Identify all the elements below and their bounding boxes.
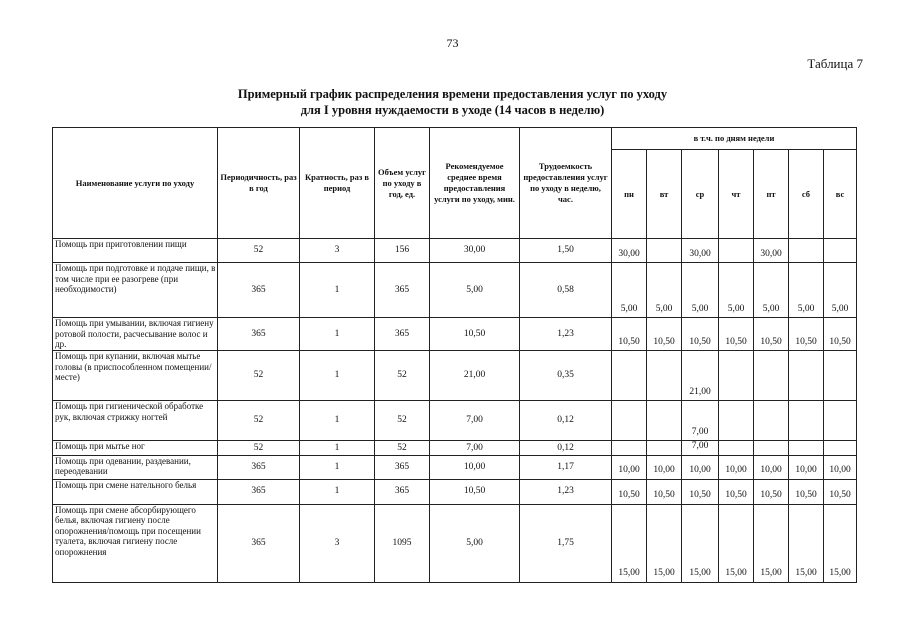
cell-day-0: 10,50: [612, 318, 647, 351]
cell-labor: 1,50: [520, 239, 612, 263]
header-multiplicity: Кратность, раз в период: [300, 128, 375, 239]
cell-volume: 365: [375, 479, 430, 504]
table-row: [53, 351, 857, 401]
cell-day-3: 15,00: [719, 504, 754, 582]
cell-day-1: 15,00: [647, 504, 682, 582]
cell-periodicity: 52: [218, 401, 300, 441]
service-name: Помощь при умывании, включая гигиену ротовой полости, расчесывание волос и др.: [53, 318, 218, 351]
cell-day-6: 10,00: [824, 455, 857, 479]
cell-avg-time: 10,50: [430, 318, 520, 351]
cell-multiplicity: 1: [300, 455, 375, 479]
header-day: вс: [824, 150, 857, 239]
table-row: [53, 401, 857, 441]
cell-day-5: 5,00: [789, 263, 824, 318]
cell-avg-time: 10,50: [430, 479, 520, 504]
service-name: Помощь при гигиенической обработке рук, включая стрижку ногтей: [53, 401, 218, 441]
cell-day-3: [719, 351, 754, 401]
title-line-2: для I уровня нуждаемости в уходе (14 часов в неделю): [300, 103, 605, 117]
cell-day-6: 10,50: [824, 479, 857, 504]
table-row: [53, 239, 857, 263]
table-row: [53, 455, 857, 479]
cell-multiplicity: 1: [300, 263, 375, 318]
cell-labor: 0,58: [520, 263, 612, 318]
cell-day-0: 30,00: [612, 239, 647, 263]
cell-day-1: 10,00: [647, 455, 682, 479]
header-avg-time: Рекомендуемое среднее время предоставления услуги по уходу, мин.: [430, 128, 520, 239]
cell-day-5: [789, 401, 824, 441]
cell-day-3: 10,00: [719, 455, 754, 479]
cell-day-6: 5,00: [824, 263, 857, 318]
header-day: пт: [754, 150, 789, 239]
cell-periodicity: 365: [218, 455, 300, 479]
cell-periodicity: 52: [218, 351, 300, 401]
cell-day-3: [719, 239, 754, 263]
cell-volume: 1095: [375, 504, 430, 582]
service-name: Помощь при купании, включая мытье головы (в приспособленном помещении/месте): [53, 351, 218, 401]
cell-day-2: 30,00: [682, 239, 719, 263]
cell-labor: 1,75: [520, 504, 612, 582]
table-row: [53, 441, 857, 456]
cell-multiplicity: 3: [300, 504, 375, 582]
header-periodicity: Периодичность, раз в год: [218, 128, 300, 239]
header-day: чт: [719, 150, 754, 239]
table-row: [53, 263, 857, 318]
cell-avg-time: 7,00: [430, 401, 520, 441]
cell-day-3: 5,00: [719, 263, 754, 318]
service-name: Помощь при подготовке и подаче пищи, в том числе при ее разогреве (при необходимости): [53, 263, 218, 318]
cell-volume: 156: [375, 239, 430, 263]
cell-day-6: [824, 239, 857, 263]
cell-avg-time: 21,00: [430, 351, 520, 401]
cell-day-0: 5,00: [612, 263, 647, 318]
cell-avg-time: 7,00: [430, 441, 520, 456]
table-row: [53, 318, 857, 351]
header-labor: Трудоемкость предоставления услуг по уходу в неделю, час.: [520, 128, 612, 239]
care-schedule-table: [52, 127, 857, 583]
cell-periodicity: 365: [218, 263, 300, 318]
header-volume: Объем услуг по уходу в год, ед.: [375, 128, 430, 239]
cell-day-3: [719, 441, 754, 456]
header-day: ср: [682, 150, 719, 239]
cell-day-0: 15,00: [612, 504, 647, 582]
cell-day-1: [647, 239, 682, 263]
cell-volume: 52: [375, 441, 430, 456]
service-name: Помощь при смене абсорбирующего белья, включая гигиену после опорожнения/помощь при посещении туалета, включая гигиену после опорожнения: [53, 504, 218, 582]
title-line-1: Примерный график распределения времени предоставления услуг по уходу: [237, 87, 668, 101]
cell-day-1: [647, 351, 682, 401]
cell-periodicity: 52: [218, 239, 300, 263]
cell-volume: 365: [375, 455, 430, 479]
cell-day-4: 10,50: [754, 318, 789, 351]
cell-day-0: [612, 401, 647, 441]
cell-day-2: 7,00: [682, 441, 719, 456]
cell-periodicity: 365: [218, 318, 300, 351]
cell-day-6: [824, 441, 857, 456]
cell-periodicity: 52: [218, 441, 300, 456]
cell-day-4: 15,00: [754, 504, 789, 582]
cell-periodicity: 365: [218, 479, 300, 504]
cell-day-3: 10,50: [719, 479, 754, 504]
cell-day-5: 10,00: [789, 455, 824, 479]
cell-day-5: [789, 239, 824, 263]
cell-labor: 1,23: [520, 479, 612, 504]
cell-labor: 0,35: [520, 351, 612, 401]
cell-multiplicity: 3: [300, 239, 375, 263]
cell-day-3: 10,50: [719, 318, 754, 351]
table-title: [0, 86, 905, 118]
header-service: Наименование услуги по уходу: [53, 128, 218, 239]
cell-day-5: [789, 441, 824, 456]
cell-avg-time: 5,00: [430, 504, 520, 582]
cell-day-0: [612, 441, 647, 456]
cell-day-2: 5,00: [682, 263, 719, 318]
header-day: пн: [612, 150, 647, 239]
cell-multiplicity: 1: [300, 441, 375, 456]
cell-day-6: 10,50: [824, 318, 857, 351]
cell-day-4: [754, 441, 789, 456]
header-by-days: в т.ч. по дням недели: [612, 128, 857, 150]
cell-day-1: 10,50: [647, 479, 682, 504]
cell-day-1: [647, 441, 682, 456]
cell-day-2: 10,50: [682, 318, 719, 351]
cell-day-0: 10,00: [612, 455, 647, 479]
cell-day-6: [824, 401, 857, 441]
cell-day-2: 21,00: [682, 351, 719, 401]
table-label: Таблица 7: [807, 56, 863, 71]
cell-multiplicity: 1: [300, 479, 375, 504]
service-name: Помощь при смене нательного белья: [53, 479, 218, 504]
cell-day-1: 5,00: [647, 263, 682, 318]
cell-multiplicity: 1: [300, 401, 375, 441]
cell-day-0: [612, 351, 647, 401]
cell-day-4: 5,00: [754, 263, 789, 318]
cell-day-4: [754, 401, 789, 441]
cell-day-2: 7,00: [682, 401, 719, 441]
cell-multiplicity: 1: [300, 351, 375, 401]
cell-day-1: 10,50: [647, 318, 682, 351]
cell-avg-time: 5,00: [430, 263, 520, 318]
header-day: вт: [647, 150, 682, 239]
cell-day-6: [824, 351, 857, 401]
cell-labor: 0,12: [520, 401, 612, 441]
cell-day-6: 15,00: [824, 504, 857, 582]
cell-day-3: [719, 401, 754, 441]
cell-day-4: 10,00: [754, 455, 789, 479]
cell-volume: 52: [375, 401, 430, 441]
service-name: Помощь при приготовлении пищи: [53, 239, 218, 263]
cell-multiplicity: 1: [300, 318, 375, 351]
table-row: [53, 504, 857, 582]
service-name: Помощь при одевании, раздевании, переодевании: [53, 455, 218, 479]
service-name: Помощь при мытье ног: [53, 441, 218, 456]
cell-labor: 1,17: [520, 455, 612, 479]
cell-day-5: 10,50: [789, 479, 824, 504]
header-day: сб: [789, 150, 824, 239]
page-number: 73: [446, 36, 459, 50]
cell-day-2: 10,50: [682, 479, 719, 504]
cell-day-1: [647, 401, 682, 441]
cell-day-2: 15,00: [682, 504, 719, 582]
cell-avg-time: 10,00: [430, 455, 520, 479]
cell-day-5: 15,00: [789, 504, 824, 582]
table-row: [53, 479, 857, 504]
cell-volume: 365: [375, 263, 430, 318]
cell-labor: 0,12: [520, 441, 612, 456]
cell-day-4: 10,50: [754, 479, 789, 504]
cell-day-0: 10,50: [612, 479, 647, 504]
cell-day-5: 10,50: [789, 318, 824, 351]
cell-periodicity: 365: [218, 504, 300, 582]
cell-day-4: [754, 351, 789, 401]
cell-avg-time: 30,00: [430, 239, 520, 263]
cell-volume: 52: [375, 351, 430, 401]
cell-day-2: 10,00: [682, 455, 719, 479]
cell-day-5: [789, 351, 824, 401]
cell-volume: 365: [375, 318, 430, 351]
cell-labor: 1,23: [520, 318, 612, 351]
cell-day-4: 30,00: [754, 239, 789, 263]
